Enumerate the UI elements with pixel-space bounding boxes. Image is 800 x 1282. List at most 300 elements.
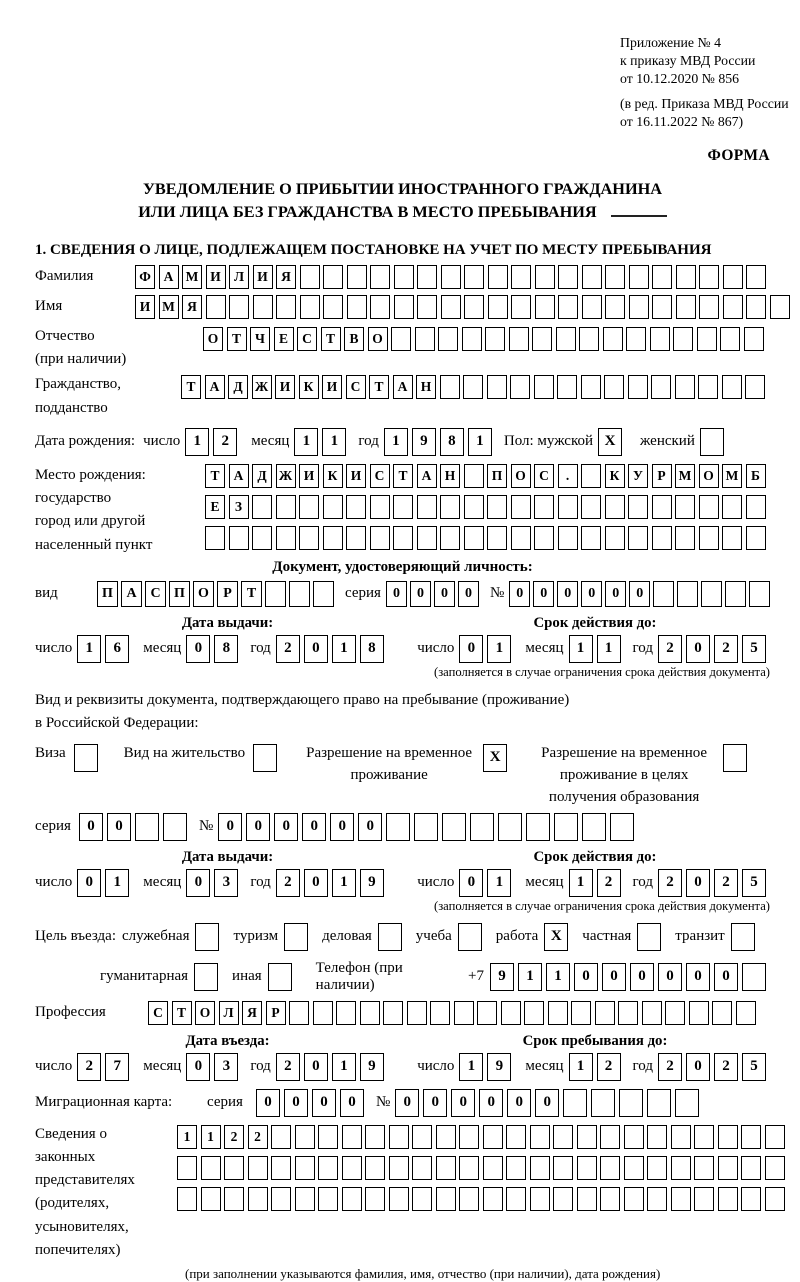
char-cell[interactable]: С xyxy=(145,581,166,607)
char-cell[interactable]: 1 xyxy=(384,428,408,456)
char-cell[interactable]: 1 xyxy=(185,428,209,456)
char-cell[interactable] xyxy=(195,923,219,951)
female-checkbox[interactable] xyxy=(700,428,728,456)
char-cell[interactable]: В xyxy=(344,327,364,351)
birth-year-input[interactable] xyxy=(384,428,496,456)
char-cell[interactable] xyxy=(289,581,310,607)
char-cell[interactable]: Я xyxy=(276,265,296,289)
char-cell[interactable] xyxy=(389,1125,409,1149)
char-cell[interactable]: 0 xyxy=(686,869,710,897)
valid-day-input[interactable] xyxy=(459,635,515,663)
char-cell[interactable]: 1 xyxy=(569,635,593,663)
representatives-row2-input[interactable] xyxy=(177,1156,788,1180)
char-cell[interactable] xyxy=(581,375,601,399)
char-cell[interactable]: 0 xyxy=(686,1053,710,1081)
char-cell[interactable] xyxy=(699,295,719,319)
char-cell[interactable] xyxy=(414,813,438,841)
char-cell[interactable] xyxy=(765,1125,785,1149)
char-cell[interactable] xyxy=(765,1187,785,1211)
char-cell[interactable]: 2 xyxy=(276,869,300,897)
char-cell[interactable] xyxy=(370,526,390,550)
char-cell[interactable] xyxy=(558,526,578,550)
char-cell[interactable]: 2 xyxy=(658,1053,682,1081)
char-cell[interactable] xyxy=(248,1156,268,1180)
char-cell[interactable]: 3 xyxy=(214,1053,238,1081)
char-cell[interactable]: 0 xyxy=(218,813,242,841)
char-cell[interactable] xyxy=(731,923,755,951)
char-cell[interactable]: 2 xyxy=(714,635,738,663)
char-cell[interactable]: М xyxy=(182,265,202,289)
char-cell[interactable] xyxy=(605,265,625,289)
char-cell[interactable]: 0 xyxy=(340,1089,364,1117)
char-cell[interactable] xyxy=(577,1187,597,1211)
char-cell[interactable] xyxy=(318,1187,338,1211)
char-cell[interactable] xyxy=(624,1187,644,1211)
char-cell[interactable] xyxy=(530,1187,550,1211)
char-cell[interactable]: 2 xyxy=(597,1053,621,1081)
char-cell[interactable]: С xyxy=(534,464,554,488)
char-cell[interactable] xyxy=(342,1125,362,1149)
char-cell[interactable]: 9 xyxy=(487,1053,511,1081)
char-cell[interactable] xyxy=(699,495,719,519)
char-cell[interactable]: 1 xyxy=(201,1125,221,1149)
residence-issue-month-input[interactable] xyxy=(186,869,242,897)
char-cell[interactable] xyxy=(271,1156,291,1180)
char-cell[interactable]: 0 xyxy=(304,869,328,897)
stay-year-input[interactable] xyxy=(658,1053,770,1081)
char-cell[interactable] xyxy=(135,813,159,841)
char-cell[interactable]: 0 xyxy=(535,1089,559,1117)
char-cell[interactable] xyxy=(365,1125,385,1149)
char-cell[interactable] xyxy=(741,1187,761,1211)
char-cell[interactable] xyxy=(626,327,646,351)
char-cell[interactable]: 0 xyxy=(658,963,682,991)
char-cell[interactable]: 0 xyxy=(557,581,578,607)
char-cell[interactable]: Л xyxy=(229,265,249,289)
char-cell[interactable] xyxy=(394,265,414,289)
char-cell[interactable]: П xyxy=(97,581,118,607)
char-cell[interactable] xyxy=(712,1001,732,1025)
char-cell[interactable] xyxy=(318,1125,338,1149)
char-cell[interactable] xyxy=(464,526,484,550)
birth-place-row1-input[interactable] xyxy=(205,464,769,488)
char-cell[interactable]: 0 xyxy=(79,813,103,841)
char-cell[interactable]: Т xyxy=(241,581,262,607)
char-cell[interactable] xyxy=(535,265,555,289)
char-cell[interactable] xyxy=(459,1187,479,1211)
char-cell[interactable] xyxy=(600,1156,620,1180)
char-cell[interactable]: 5 xyxy=(742,869,766,897)
char-cell[interactable] xyxy=(647,1089,671,1117)
char-cell[interactable]: Р xyxy=(652,464,672,488)
char-cell[interactable] xyxy=(412,1156,432,1180)
char-cell[interactable]: А xyxy=(393,375,413,399)
char-cell[interactable]: 1 xyxy=(332,869,356,897)
stay-day-input[interactable] xyxy=(459,1053,515,1081)
char-cell[interactable] xyxy=(342,1156,362,1180)
char-cell[interactable]: И xyxy=(322,375,342,399)
char-cell[interactable] xyxy=(746,265,766,289)
char-cell[interactable] xyxy=(440,375,460,399)
char-cell[interactable]: 7 xyxy=(105,1053,129,1081)
char-cell[interactable] xyxy=(530,1156,550,1180)
char-cell[interactable]: 0 xyxy=(714,963,738,991)
char-cell[interactable]: П xyxy=(487,464,507,488)
char-cell[interactable]: 0 xyxy=(686,635,710,663)
char-cell[interactable] xyxy=(557,375,577,399)
residence-number-input[interactable] xyxy=(218,813,638,841)
representatives-row3-input[interactable] xyxy=(177,1187,788,1211)
char-cell[interactable] xyxy=(701,581,722,607)
char-cell[interactable]: Т xyxy=(369,375,389,399)
char-cell[interactable] xyxy=(720,327,740,351)
char-cell[interactable]: А xyxy=(121,581,142,607)
char-cell[interactable] xyxy=(276,295,296,319)
char-cell[interactable] xyxy=(252,495,272,519)
char-cell[interactable] xyxy=(765,1156,785,1180)
char-cell[interactable] xyxy=(477,1001,497,1025)
char-cell[interactable] xyxy=(360,1001,380,1025)
char-cell[interactable]: Н xyxy=(416,375,436,399)
valid-year-input[interactable] xyxy=(658,635,770,663)
char-cell[interactable] xyxy=(224,1187,244,1211)
doc-number-input[interactable] xyxy=(509,581,773,607)
char-cell[interactable] xyxy=(383,1001,403,1025)
male-checkbox[interactable] xyxy=(598,428,626,456)
birth-day-input[interactable] xyxy=(185,428,241,456)
char-cell[interactable] xyxy=(318,1156,338,1180)
char-cell[interactable] xyxy=(483,1125,503,1149)
char-cell[interactable] xyxy=(558,495,578,519)
char-cell[interactable]: Ф xyxy=(135,265,155,289)
char-cell[interactable] xyxy=(498,813,522,841)
char-cell[interactable] xyxy=(163,813,187,841)
char-cell[interactable]: С xyxy=(297,327,317,351)
char-cell[interactable] xyxy=(652,295,672,319)
char-cell[interactable]: И xyxy=(206,265,226,289)
char-cell[interactable] xyxy=(459,1125,479,1149)
char-cell[interactable]: 1 xyxy=(322,428,346,456)
char-cell[interactable] xyxy=(248,1187,268,1211)
char-cell[interactable] xyxy=(511,495,531,519)
char-cell[interactable] xyxy=(671,1187,691,1211)
char-cell[interactable] xyxy=(742,963,766,991)
char-cell[interactable] xyxy=(697,327,717,351)
residence-valid-day-input[interactable] xyxy=(459,869,515,897)
migration-number-input[interactable] xyxy=(395,1089,703,1117)
char-cell[interactable]: Т xyxy=(393,464,413,488)
char-cell[interactable] xyxy=(442,813,466,841)
char-cell[interactable]: Я xyxy=(182,295,202,319)
char-cell[interactable] xyxy=(177,1187,197,1211)
char-cell[interactable] xyxy=(440,526,460,550)
char-cell[interactable] xyxy=(744,327,764,351)
char-cell[interactable] xyxy=(676,265,696,289)
char-cell[interactable] xyxy=(736,1001,756,1025)
char-cell[interactable]: С xyxy=(370,464,390,488)
char-cell[interactable]: Е xyxy=(205,495,225,519)
char-cell[interactable] xyxy=(722,375,742,399)
char-cell[interactable]: 0 xyxy=(630,963,654,991)
char-cell[interactable]: 6 xyxy=(105,635,129,663)
char-cell[interactable]: 0 xyxy=(458,581,479,607)
char-cell[interactable] xyxy=(553,1187,573,1211)
char-cell[interactable] xyxy=(441,295,461,319)
char-cell[interactable] xyxy=(591,1089,615,1117)
char-cell[interactable]: 0 xyxy=(434,581,455,607)
char-cell[interactable] xyxy=(673,327,693,351)
char-cell[interactable] xyxy=(700,428,724,456)
char-cell[interactable]: 0 xyxy=(581,581,602,607)
char-cell[interactable] xyxy=(470,813,494,841)
temp-residence-education-checkbox[interactable] xyxy=(723,744,751,772)
char-cell[interactable]: 3 xyxy=(214,869,238,897)
char-cell[interactable] xyxy=(579,327,599,351)
char-cell[interactable] xyxy=(205,526,225,550)
char-cell[interactable] xyxy=(268,963,292,991)
char-cell[interactable]: 8 xyxy=(360,635,384,663)
char-cell[interactable]: 8 xyxy=(214,635,238,663)
char-cell[interactable]: 0 xyxy=(330,813,354,841)
char-cell[interactable] xyxy=(488,295,508,319)
char-cell[interactable] xyxy=(605,295,625,319)
char-cell[interactable]: 2 xyxy=(658,635,682,663)
char-cell[interactable]: К xyxy=(605,464,625,488)
char-cell[interactable]: Т xyxy=(321,327,341,351)
char-cell[interactable] xyxy=(201,1187,221,1211)
char-cell[interactable] xyxy=(582,295,602,319)
char-cell[interactable] xyxy=(271,1125,291,1149)
char-cell[interactable] xyxy=(464,495,484,519)
char-cell[interactable] xyxy=(652,265,672,289)
char-cell[interactable] xyxy=(534,495,554,519)
doc-series-input[interactable] xyxy=(386,581,482,607)
char-cell[interactable] xyxy=(624,1156,644,1180)
char-cell[interactable]: 0 xyxy=(246,813,270,841)
char-cell[interactable]: 2 xyxy=(714,869,738,897)
char-cell[interactable] xyxy=(600,1125,620,1149)
char-cell[interactable]: 0 xyxy=(186,869,210,897)
char-cell[interactable] xyxy=(746,526,766,550)
surname-input[interactable] xyxy=(135,265,770,289)
char-cell[interactable] xyxy=(722,495,742,519)
char-cell[interactable]: 1 xyxy=(177,1125,197,1149)
char-cell[interactable] xyxy=(417,295,437,319)
char-cell[interactable] xyxy=(651,375,671,399)
purpose-study-checkbox[interactable] xyxy=(458,923,486,951)
purpose-other-checkbox[interactable] xyxy=(268,963,296,991)
char-cell[interactable]: 0 xyxy=(395,1089,419,1117)
char-cell[interactable] xyxy=(577,1125,597,1149)
char-cell[interactable] xyxy=(665,1001,685,1025)
char-cell[interactable] xyxy=(558,295,578,319)
char-cell[interactable] xyxy=(510,375,530,399)
char-cell[interactable] xyxy=(718,1187,738,1211)
entry-month-input[interactable] xyxy=(186,1053,242,1081)
char-cell[interactable]: С xyxy=(346,375,366,399)
purpose-tourism-checkbox[interactable] xyxy=(284,923,312,951)
char-cell[interactable] xyxy=(553,1156,573,1180)
char-cell[interactable] xyxy=(534,526,554,550)
char-cell[interactable] xyxy=(524,1001,544,1025)
char-cell[interactable]: О xyxy=(511,464,531,488)
char-cell[interactable] xyxy=(391,327,411,351)
char-cell[interactable] xyxy=(689,1001,709,1025)
purpose-business-checkbox[interactable] xyxy=(378,923,406,951)
char-cell[interactable]: Т xyxy=(205,464,225,488)
char-cell[interactable]: О xyxy=(195,1001,215,1025)
char-cell[interactable] xyxy=(653,581,674,607)
char-cell[interactable] xyxy=(745,375,765,399)
char-cell[interactable] xyxy=(650,327,670,351)
char-cell[interactable] xyxy=(577,1156,597,1180)
char-cell[interactable] xyxy=(485,327,505,351)
char-cell[interactable] xyxy=(252,526,272,550)
char-cell[interactable] xyxy=(637,923,661,951)
char-cell[interactable]: 2 xyxy=(276,1053,300,1081)
char-cell[interactable] xyxy=(511,265,531,289)
char-cell[interactable]: 1 xyxy=(332,1053,356,1081)
char-cell[interactable] xyxy=(698,375,718,399)
char-cell[interactable] xyxy=(393,526,413,550)
char-cell[interactable] xyxy=(746,295,766,319)
char-cell[interactable] xyxy=(749,581,770,607)
char-cell[interactable]: А xyxy=(417,464,437,488)
given-name-input[interactable] xyxy=(135,295,793,319)
birth-place-row3-input[interactable] xyxy=(205,526,769,550)
char-cell[interactable] xyxy=(699,526,719,550)
char-cell[interactable] xyxy=(407,1001,427,1025)
char-cell[interactable]: . xyxy=(558,464,578,488)
purpose-humanitarian-checkbox[interactable] xyxy=(194,963,222,991)
char-cell[interactable]: 0 xyxy=(186,635,210,663)
char-cell[interactable] xyxy=(201,1156,221,1180)
char-cell[interactable] xyxy=(675,526,695,550)
char-cell[interactable] xyxy=(619,1089,643,1117)
char-cell[interactable]: 1 xyxy=(332,635,356,663)
char-cell[interactable]: 0 xyxy=(602,963,626,991)
char-cell[interactable]: 0 xyxy=(304,635,328,663)
char-cell[interactable] xyxy=(571,1001,591,1025)
char-cell[interactable]: 0 xyxy=(574,963,598,991)
char-cell[interactable] xyxy=(295,1187,315,1211)
char-cell[interactable] xyxy=(553,1125,573,1149)
char-cell[interactable]: Р xyxy=(266,1001,286,1025)
char-cell[interactable] xyxy=(464,464,484,488)
char-cell[interactable] xyxy=(417,265,437,289)
char-cell[interactable] xyxy=(323,265,343,289)
char-cell[interactable] xyxy=(365,1187,385,1211)
char-cell[interactable]: 0 xyxy=(386,581,407,607)
char-cell[interactable] xyxy=(347,295,367,319)
char-cell[interactable]: 0 xyxy=(304,1053,328,1081)
char-cell[interactable] xyxy=(487,526,507,550)
char-cell[interactable]: 9 xyxy=(360,869,384,897)
stay-month-input[interactable] xyxy=(569,1053,625,1081)
char-cell[interactable]: 0 xyxy=(410,581,431,607)
char-cell[interactable]: 1 xyxy=(487,869,511,897)
char-cell[interactable] xyxy=(618,1001,638,1025)
char-cell[interactable] xyxy=(506,1187,526,1211)
char-cell[interactable] xyxy=(284,923,308,951)
valid-month-input[interactable] xyxy=(569,635,625,663)
char-cell[interactable] xyxy=(694,1125,714,1149)
purpose-private-checkbox[interactable] xyxy=(637,923,665,951)
char-cell[interactable]: X xyxy=(483,744,507,772)
char-cell[interactable] xyxy=(299,495,319,519)
char-cell[interactable]: 0 xyxy=(423,1089,447,1117)
char-cell[interactable]: 2 xyxy=(597,869,621,897)
char-cell[interactable] xyxy=(438,327,458,351)
char-cell[interactable] xyxy=(652,495,672,519)
char-cell[interactable]: Б xyxy=(746,464,766,488)
char-cell[interactable] xyxy=(323,295,343,319)
char-cell[interactable]: И xyxy=(135,295,155,319)
char-cell[interactable]: К xyxy=(323,464,343,488)
char-cell[interactable] xyxy=(300,265,320,289)
char-cell[interactable]: 1 xyxy=(569,1053,593,1081)
char-cell[interactable] xyxy=(554,813,578,841)
char-cell[interactable]: 2 xyxy=(224,1125,244,1149)
visa-checkbox[interactable] xyxy=(74,744,102,772)
char-cell[interactable] xyxy=(530,1125,550,1149)
char-cell[interactable]: А xyxy=(205,375,225,399)
citizenship-input[interactable] xyxy=(181,375,769,399)
char-cell[interactable] xyxy=(415,327,435,351)
char-cell[interactable] xyxy=(347,265,367,289)
char-cell[interactable]: Я xyxy=(242,1001,262,1025)
purpose-transit-checkbox[interactable] xyxy=(731,923,759,951)
char-cell[interactable] xyxy=(265,581,286,607)
char-cell[interactable] xyxy=(628,375,648,399)
char-cell[interactable] xyxy=(582,813,606,841)
char-cell[interactable] xyxy=(417,526,437,550)
birth-month-input[interactable] xyxy=(294,428,350,456)
char-cell[interactable] xyxy=(746,495,766,519)
char-cell[interactable]: Ж xyxy=(252,375,272,399)
char-cell[interactable] xyxy=(295,1125,315,1149)
char-cell[interactable] xyxy=(229,295,249,319)
patronymic-input[interactable] xyxy=(203,327,767,351)
char-cell[interactable] xyxy=(487,375,507,399)
residence-permit-checkbox[interactable] xyxy=(253,744,281,772)
char-cell[interactable] xyxy=(563,1089,587,1117)
residence-valid-month-input[interactable] xyxy=(569,869,625,897)
char-cell[interactable] xyxy=(604,375,624,399)
char-cell[interactable] xyxy=(74,744,98,772)
char-cell[interactable] xyxy=(300,295,320,319)
char-cell[interactable]: Ж xyxy=(276,464,296,488)
char-cell[interactable]: И xyxy=(299,464,319,488)
residence-issue-year-input[interactable] xyxy=(276,869,388,897)
char-cell[interactable] xyxy=(488,265,508,289)
char-cell[interactable] xyxy=(556,327,576,351)
char-cell[interactable] xyxy=(718,1125,738,1149)
char-cell[interactable]: Д xyxy=(228,375,248,399)
char-cell[interactable]: 0 xyxy=(686,963,710,991)
char-cell[interactable] xyxy=(548,1001,568,1025)
char-cell[interactable] xyxy=(253,744,277,772)
char-cell[interactable]: 2 xyxy=(213,428,237,456)
char-cell[interactable] xyxy=(675,375,695,399)
char-cell[interactable] xyxy=(206,295,226,319)
char-cell[interactable]: 2 xyxy=(658,869,682,897)
char-cell[interactable]: 0 xyxy=(312,1089,336,1117)
char-cell[interactable] xyxy=(582,265,602,289)
char-cell[interactable] xyxy=(511,526,531,550)
char-cell[interactable]: А xyxy=(229,464,249,488)
char-cell[interactable]: 0 xyxy=(605,581,626,607)
